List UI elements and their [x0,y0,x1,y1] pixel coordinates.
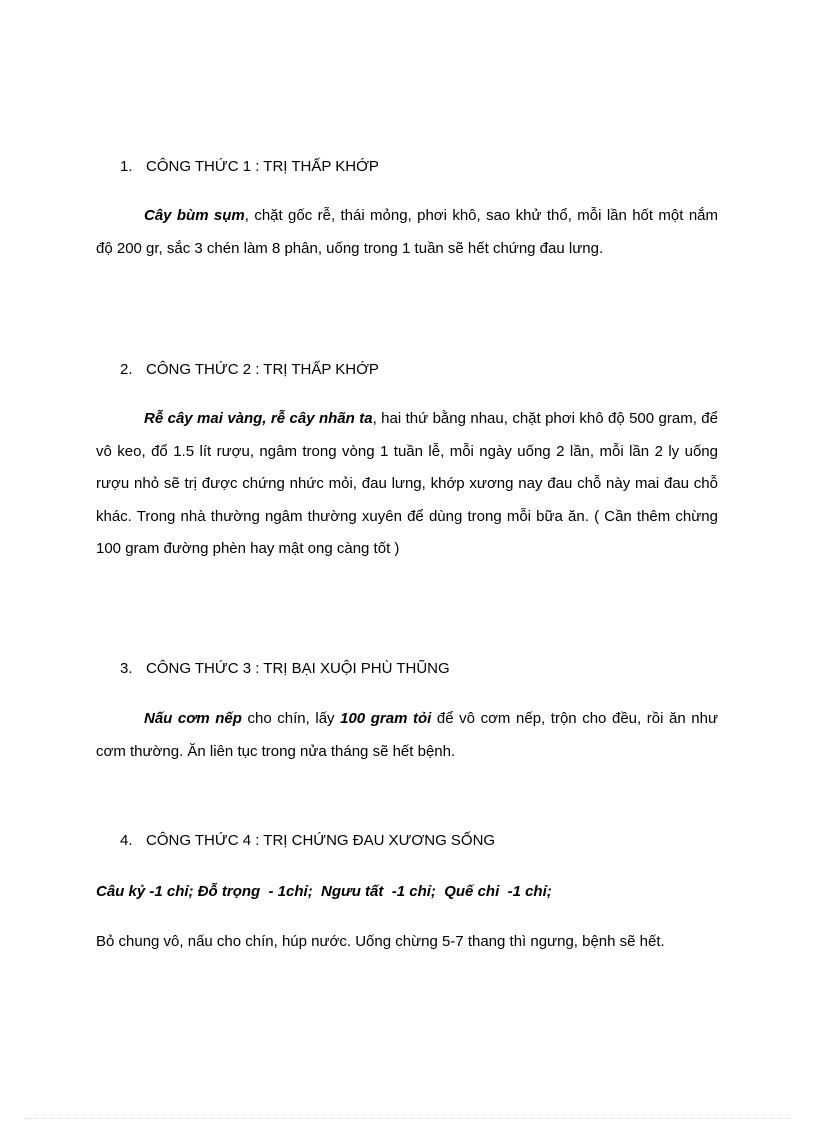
section-2-title: CÔNG THỨC 2 : TRỊ THẤP KHỚP [146,361,379,378]
section-1-title: CÔNG THỨC 1 : TRỊ THẤP KHỚP [146,158,379,175]
section-2-paragraph [96,403,718,566]
section-4-text: Bỏ chung vô, nấu cho chín, húp nước. Uống chừng 5-7 thang thì ngưng, bệnh sẽ hết. [96,933,665,950]
section-3-number: 3. [120,660,133,677]
section-1-paragraph [96,200,718,265]
section-1-number: 1. [120,158,133,175]
section-3-bold-lead: Nấu cơm nếp [144,710,242,727]
section-4-ingredients [96,876,718,909]
section-2-text: , hai thứ bằng nhau, chặt phơi khô độ 500 gram, để vô keo, đổ 1.5 lít rượu, ngâm trong vòng 1 tuần lễ, mỗi ngày uống 2 lần, mỗi lần 2 ly uống rượu nhỏ sẽ trị được chứng nhức mỏi, đau lưng, khớp xương nay đau chỗ này mai đau chỗ khác. Trong nhà thường ngâm thường xuyên để dùng trong mỗi bữa ăn. ( Cần thêm chừng 100 gram đường phèn hay mật ong càng tốt ) [96,410,718,557]
section-1-heading [120,158,379,176]
section-4-ingredients-text: Câu kỷ -1 chỉ; Đỗ trọng - 1chỉ; Ngưu tất -1 chỉ; Quế chi -1 chỉ; [96,883,552,900]
section-4-number: 4. [120,832,133,849]
section-1-bold-lead: Cây bùm sụm [144,207,245,224]
section-3-bold-garlic: 100 gram tỏi [340,710,432,727]
section-2-heading [120,361,379,379]
section-4-title: CÔNG THỨC 4 : TRỊ CHỨNG ĐAU XƯƠNG SỐNG [146,832,496,849]
section-3-heading [120,660,450,678]
section-3-text-2: để vô cơm nếp, trộn cho đều, rồi ăn như cơm thường. Ăn liên tục trong nửa tháng sẽ hết bệnh. [96,710,718,760]
section-3-title: CÔNG THỨC 3 : TRỊ BẠI XUỘI PHÙ THŨNG [146,660,450,677]
section-2-bold-lead: Rễ cây mai vàng, rễ cây nhãn ta [144,410,373,427]
page-bottom-divider [24,1118,792,1119]
section-4-heading [120,832,495,850]
section-1-text: , chặt gốc rễ, thái mỏng, phơi khô, sao khử thổ, mỗi lần hốt một nắm độ 200 gr, sắc 3 chén làm 8 phân, uống trong 1 tuần sẽ hết chứng đau lưng. [96,207,718,257]
section-3-text-1: cho chín, lấy [241,710,341,727]
section-2-number: 2. [120,361,133,378]
section-4-paragraph [96,926,718,959]
section-3-paragraph [96,703,718,768]
